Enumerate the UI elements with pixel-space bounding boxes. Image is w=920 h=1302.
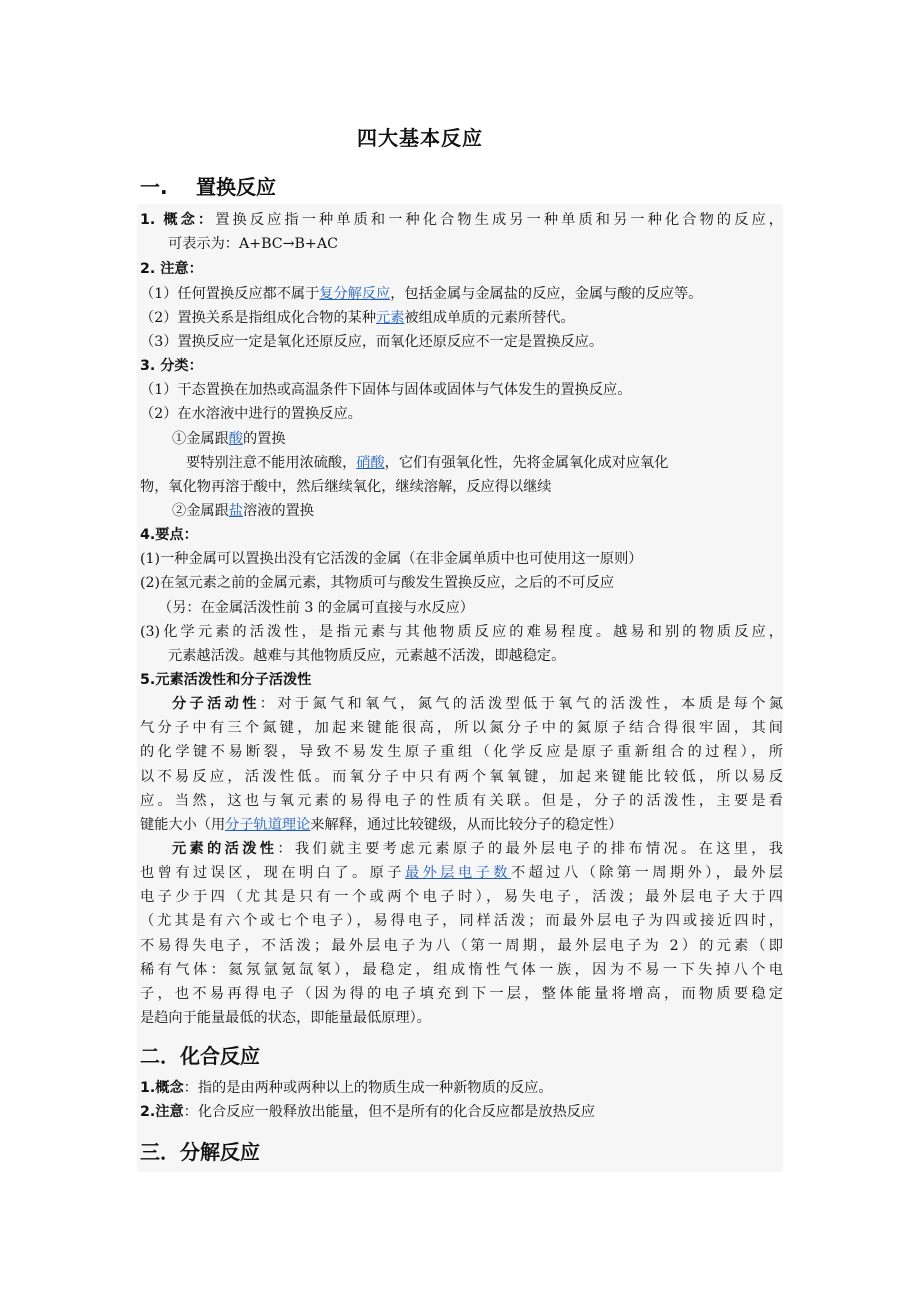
keypoints-label: 4.要点： bbox=[140, 527, 198, 543]
element-text-2a: 也曾有过误区，现在明白了。原子 bbox=[140, 865, 405, 881]
molecule-para-6 bbox=[140, 813, 783, 837]
link-nitric-acid[interactable]: 硝酸 bbox=[356, 455, 385, 471]
element-para-5: 不易得失电子，不活泼；最外层电子为八（第一周期，最外层电子为 2）的元素（即 bbox=[140, 938, 783, 954]
concept-label: 1. 概念： bbox=[140, 212, 216, 228]
combination-concept-text: ：指的是由两种或两种以上的物质生成一种新物质的反应。 bbox=[183, 1080, 553, 1096]
keypoint-2-note: （另：在金属活泼性前 3 的金属可直接与水反应） bbox=[158, 600, 474, 616]
molecule-para-4: 以不易反应，活泼性低。而氧分子中只有两个氧氧键，加起来键能比较低，所以易反 bbox=[140, 769, 783, 785]
section-3-heading: 三．分解反应 bbox=[140, 1140, 260, 1164]
keypoint-2: (2)在氢元素之前的金属元素，其物质可与酸发生置换反应，之后的不可反应 bbox=[140, 575, 615, 591]
class-2: （2）在水溶液中进行的置换反应。 bbox=[140, 406, 362, 422]
class-2b bbox=[172, 499, 815, 523]
molecule-para-3: 的化学键不易断裂，导致不易发生原子重组（化学反应是原子重新组合的过程），所 bbox=[140, 744, 783, 760]
molecule-para-1 bbox=[172, 692, 783, 716]
combination-note-label: 2.注意 bbox=[140, 1104, 184, 1120]
class-2b-text-b: 溶液的置换 bbox=[242, 503, 314, 519]
section-2-heading: 二．化合反应 bbox=[140, 1044, 260, 1068]
detail-text-b: ，它们有强氧化性，先将金属氧化成对应氧化 bbox=[384, 455, 669, 471]
note-2 bbox=[140, 306, 783, 330]
concept-text: 置换反应指一种单质和一种化合物生成另一种单质和另一种化合物的反应， bbox=[215, 212, 783, 228]
class-2a-detail-1 bbox=[186, 451, 783, 475]
note-label: 2. 注意： bbox=[140, 261, 203, 277]
activity-label: 5.元素活泼性和分子活泼性 bbox=[140, 672, 312, 688]
molecule-text-6a: 键能大小（用 bbox=[140, 817, 226, 833]
note-2-text-a: （2）置换关系是指组成化合物的某种 bbox=[140, 310, 377, 326]
element-para-2 bbox=[140, 861, 783, 885]
molecule-para-2: 气分子中有三个氮键，加起来键能很高，所以氮分子中的氮原子结合得很牢固，其间 bbox=[140, 720, 783, 736]
keypoint-3-line-2: 元素越活泼。越难与其他物质反应，元素越不活泼，即越稳定。 bbox=[168, 648, 566, 664]
combination-concept bbox=[140, 1076, 783, 1100]
concept-line-1 bbox=[140, 208, 783, 232]
molecule-text-1: ：对于氮气和氧气，氮气的活泼型低于氧气的活泼性，本质是每个氮 bbox=[259, 696, 783, 712]
class-2a-detail-2: 物，氧化物再溶于酸中，然后继续氧化，继续溶解，反应得以继续 bbox=[140, 479, 552, 495]
section-1-title: 置换反应 bbox=[196, 175, 276, 199]
combination-note-text: ：化合反应一般释放出能量，但不是所有的化合反应都是放热反应 bbox=[183, 1104, 596, 1120]
element-para-7: 子，也不易再得电子（因为得的电子填充到下一层，整体能量将增高，而物质要稳定 bbox=[140, 986, 783, 1002]
concept-line-2: 可表示为：A+BC→B+AC bbox=[168, 236, 338, 252]
molecule-para-5: 应。当然，这也与氧元素的易得电子的性质有关联。但是，分子的活泼性，主要是看 bbox=[140, 793, 783, 809]
document-title: 四大基本反应 bbox=[357, 126, 483, 150]
class-2a-text-a: ①金属跟 bbox=[172, 431, 229, 447]
section-1-heading bbox=[140, 171, 276, 200]
link-valence-electrons[interactable]: 最外层电子数 bbox=[404, 865, 511, 881]
note-1 bbox=[140, 282, 783, 306]
link-acid[interactable]: 酸 bbox=[228, 431, 243, 447]
element-para-6: 稀有气体：氦氖氩氪氙氡），最稳定，组成惰性气体一族，因为不易一下失掉八个电 bbox=[140, 962, 783, 978]
classification-label: 3. 分类： bbox=[140, 358, 203, 374]
element-text-1: ：我们就主要考虑元素原子的最外层电子的排布情况。在这里，我 bbox=[277, 841, 783, 857]
class-1: （1）干态置换在加热或高温条件下固体与固体或固体与气体发生的置换反应。 bbox=[140, 382, 632, 398]
element-para-3: 电子少于四（尤其是只有一个或两个电子时），易失电子，活泼；最外层电子大于四 bbox=[140, 889, 783, 905]
note-1-text-a: （1）任何置换反应都不属于 bbox=[140, 286, 320, 302]
keypoint-3-line-1: (3)化学元素的活泼性，是指元素与其他物质反应的难易程度。越易和别的物质反应， bbox=[140, 624, 783, 640]
element-para-1 bbox=[172, 837, 783, 861]
link-double-decomposition[interactable]: 复分解反应 bbox=[319, 286, 391, 302]
note-3: （3）置换反应一定是氧化还原反应，而氧化还原反应不一定是置换反应。 bbox=[140, 334, 604, 350]
link-element[interactable]: 元素 bbox=[376, 310, 405, 326]
element-label: 元素的活泼性 bbox=[172, 841, 278, 857]
note-1-text-b: ，包括金属与金属盐的反应，金属与酸的反应等。 bbox=[390, 286, 703, 302]
class-2b-text-a: ②金属跟 bbox=[172, 503, 229, 519]
element-para-8: 是趋向于能量最低的状态，即能量最低原理）。 bbox=[140, 1010, 431, 1026]
class-2a bbox=[172, 427, 815, 451]
keypoint-1: (1)一种金属可以置换出没有它活泼的金属（在非金属单质中也可使用这一原则） bbox=[140, 551, 643, 567]
molecule-label: 分子活动性 bbox=[172, 696, 260, 712]
combination-concept-label: 1.概念 bbox=[140, 1080, 184, 1096]
element-para-4: （尤其是有六个或七个电子），易得电子，同样活泼；而最外层电子为四或接近四时， bbox=[140, 913, 783, 929]
note-2-text-b: 被组成单质的元素所替代。 bbox=[404, 310, 575, 326]
link-molecular-orbital-theory[interactable]: 分子轨道理论 bbox=[225, 817, 311, 833]
class-2a-text-b: 的置换 bbox=[242, 431, 286, 447]
element-text-2b: 不超过八（除第一周期外），最外层 bbox=[510, 865, 783, 881]
detail-text-a: 要特别注意不能用浓硫酸， bbox=[186, 455, 357, 471]
section-1-number: 一. bbox=[140, 175, 168, 199]
link-salt[interactable]: 盐 bbox=[228, 503, 243, 519]
molecule-text-6b: 来解释，通过比较键级，从而比较分子的稳定性） bbox=[310, 817, 623, 833]
combination-note bbox=[140, 1100, 783, 1124]
